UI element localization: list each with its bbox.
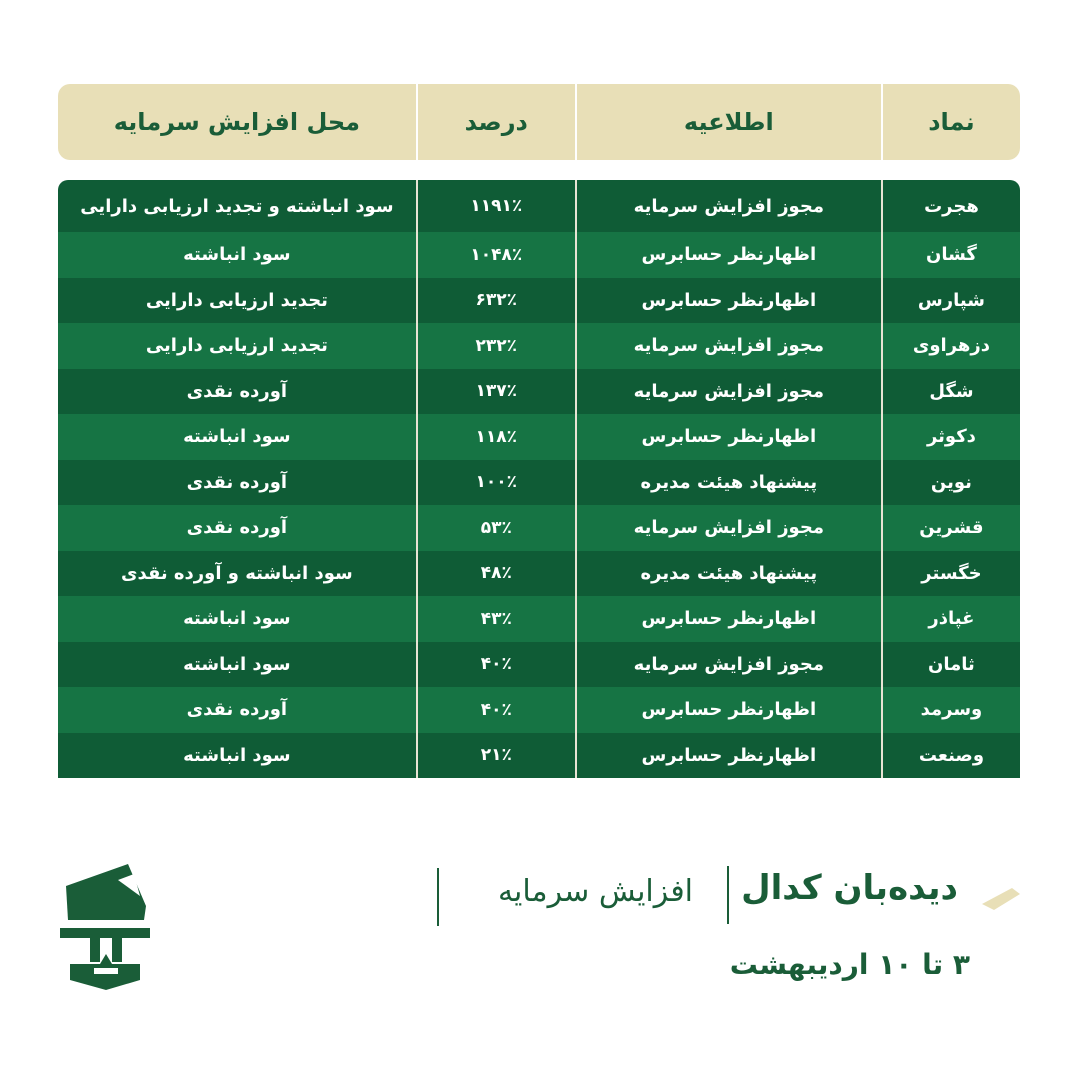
cell-notice: مجوز افزایش سرمایه [575, 369, 881, 415]
cell-notice: اظهارنظر حسابرس [575, 687, 881, 733]
cell-symbol: دزهراوی [881, 323, 1020, 369]
cell-percent: ۴۳٪ [416, 596, 575, 642]
cell-percent: ۴۸٪ [416, 551, 575, 597]
cell-symbol: نوین [881, 460, 1020, 506]
cell-symbol: شگل [881, 369, 1020, 415]
cell-percent: ۱۳۷٪ [416, 369, 575, 415]
table-row [58, 642, 1020, 688]
cell-percent: ۴۰٪ [416, 642, 575, 688]
cell-notice: اظهارنظر حسابرس [575, 414, 881, 460]
subtitle-divider [437, 868, 439, 926]
cell-notice: اظهارنظر حسابرس [575, 733, 881, 779]
cell-symbol: هجرت [881, 180, 1020, 232]
cell-symbol: غپاذر [881, 596, 1020, 642]
table-row [58, 687, 1020, 733]
cell-symbol: وسرمد [881, 687, 1020, 733]
cell-source: سود انباشته [183, 653, 291, 675]
cell-notice: مجوز افزایش سرمایه [575, 505, 881, 551]
cell-notice: مجوز افزایش سرمایه [575, 180, 881, 232]
cell-source: آورده نقدی [186, 471, 288, 493]
table-row [58, 596, 1020, 642]
table-row [58, 180, 1020, 232]
table-row [58, 460, 1020, 506]
cell-percent: ۱۰۴۸٪ [416, 232, 575, 278]
cell-source: تجدید ارزیابی دارایی [145, 335, 328, 357]
cell-percent: ۴۰٪ [416, 687, 575, 733]
cell-source: سود انباشته [183, 244, 291, 266]
cell-source: تجدید ارزیابی دارایی [145, 289, 328, 311]
footer-subtitle: افزایش سرمایه [497, 874, 693, 909]
cell-symbol: وصنعت [881, 733, 1020, 779]
pencil-tip-icon [982, 884, 1020, 914]
cell-source: آورده نقدی [186, 517, 288, 539]
header-source: محل افزایش سرمایه [113, 108, 361, 136]
cell-notice: مجوز افزایش سرمایه [575, 642, 881, 688]
table-header [58, 84, 1020, 160]
cell-percent: ۲۱٪ [416, 733, 575, 779]
cell-source: سود انباشته و تجدید ارزیابی دارایی [80, 195, 394, 217]
table-body [58, 180, 1020, 778]
header-percent: درصد [416, 84, 575, 160]
cell-source: سود انباشته [183, 608, 291, 630]
cell-notice: پیشنهاد هیئت مدیره [575, 551, 881, 597]
cell-source: آورده نقدی [186, 380, 288, 402]
cell-notice: مجوز افزایش سرمایه [575, 323, 881, 369]
cell-notice: اظهارنظر حسابرس [575, 596, 881, 642]
cell-percent: ۱۱۹۱٪ [416, 180, 575, 232]
cell-symbol: ثامان [881, 642, 1020, 688]
cell-percent: ۱۰۰٪ [416, 460, 575, 506]
table-row [58, 414, 1020, 460]
cell-percent: ۱۱۸٪ [416, 414, 575, 460]
table-row [58, 733, 1020, 779]
cell-percent: ۲۳۲٪ [416, 323, 575, 369]
kodal-logo-icon [60, 862, 150, 996]
table-row [58, 278, 1020, 324]
cell-symbol: دکوثر [881, 414, 1020, 460]
cell-source: سود انباشته و آورده نقدی [121, 562, 353, 584]
table-row [58, 369, 1020, 415]
cell-symbol: قشرین [881, 505, 1020, 551]
cell-source: سود انباشته [183, 426, 291, 448]
brand-divider [727, 866, 729, 924]
table-row [58, 551, 1020, 597]
cell-source: آورده نقدی [186, 699, 288, 721]
table-row [58, 232, 1020, 278]
header-symbol: نماد [881, 84, 1020, 160]
table-row [58, 505, 1020, 551]
cell-symbol: گشان [881, 232, 1020, 278]
cell-notice: پیشنهاد هیئت مدیره [575, 460, 881, 506]
cell-notice: اظهارنظر حسابرس [575, 232, 881, 278]
cell-source: سود انباشته [183, 744, 291, 766]
header-notice: اطلاعیه [575, 84, 881, 160]
cell-percent: ۶۳۲٪ [416, 278, 575, 324]
footer-brand: دیده‌بان کدال [741, 868, 958, 908]
capital-increase-table [58, 84, 1020, 778]
table-row [58, 323, 1020, 369]
footer-date: ۳ تا ۱۰ اردیبهشت [729, 948, 970, 981]
cell-symbol: خگستر [881, 551, 1020, 597]
cell-percent: ۵۳٪ [416, 505, 575, 551]
cell-notice: اظهارنظر حسابرس [575, 278, 881, 324]
cell-symbol: شپارس [881, 278, 1020, 324]
